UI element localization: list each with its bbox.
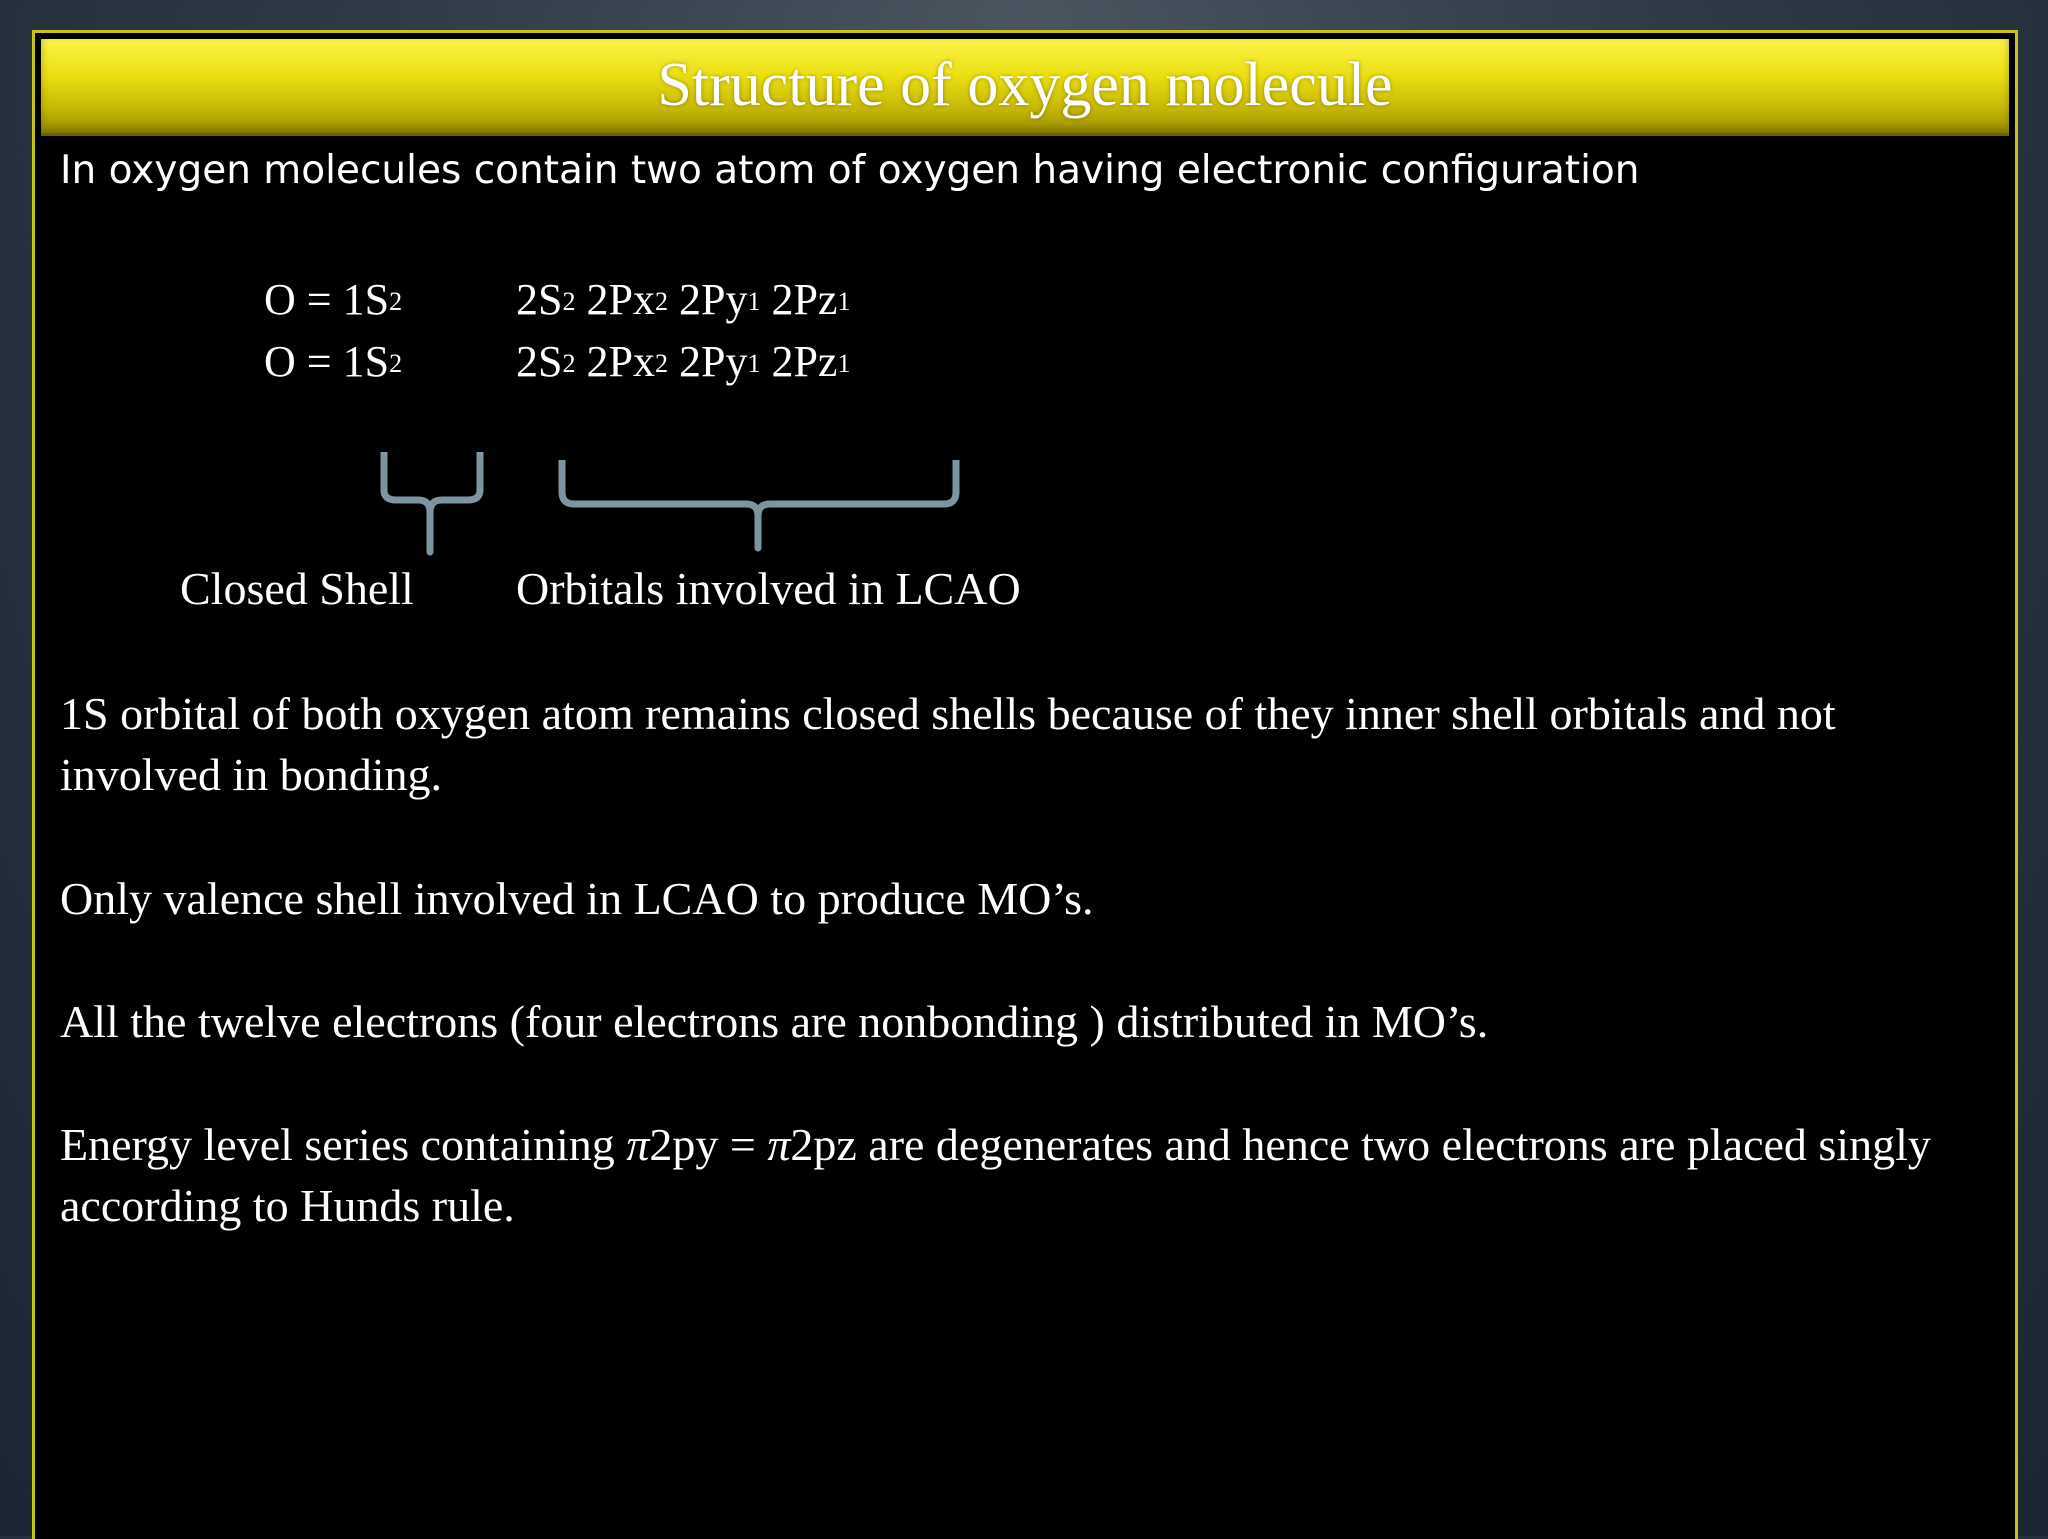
p4-before: Energy level series containing: [60, 1119, 627, 1170]
lcao-brace: [562, 460, 956, 548]
slide-title: Structure of oxygen molecule: [657, 51, 1393, 119]
p4-after: 2pz are degenerates and hence two electrons are placed singly according to Hunds rule.: [60, 1119, 1931, 1231]
config-1-term-1: 2S: [516, 275, 563, 324]
paragraph-closed-shells: 1S orbital of both oxygen atom remains closed shells because of they inner shell orbitals and not involved in bonding.: [60, 688, 1836, 800]
lcao-label: Orbitals involved in LCAO: [516, 563, 1021, 614]
config-1-prefix-text: O = 1S: [264, 275, 390, 324]
config-1-term-4: 2Pz: [771, 275, 838, 324]
config-2-term-3: 2Py: [678, 337, 748, 386]
config-2-term-4-sup: 1: [837, 349, 851, 378]
config-1-prefix-sup: 2: [389, 287, 403, 316]
config-1-term-2-sup: 2: [654, 287, 668, 316]
config-1-term-1-sup: 2: [562, 287, 576, 316]
pi-symbol-1: π: [626, 1119, 650, 1170]
paragraph-valence-shell: Only valence shell involved in LCAO to produce MO’s.: [60, 873, 1094, 924]
config-2-term-1-sup: 2: [562, 349, 576, 378]
config-2-term-3-sup: 1: [747, 349, 761, 378]
config-1-term-4-sup: 1: [837, 287, 851, 316]
config-2-term-1: 2S: [516, 337, 563, 386]
closed-shell-brace: [384, 452, 480, 552]
config-1-term-2: 2Px: [586, 275, 655, 324]
config-2-term-4: 2Pz: [771, 337, 838, 386]
config-2-prefix-sup: 2: [389, 349, 403, 378]
p4-mid: 2py =: [649, 1119, 768, 1170]
config-2-prefix-text: O = 1S: [264, 337, 390, 386]
pi-symbol-2: π: [767, 1119, 791, 1170]
config-1-term-3-sup: 1: [747, 287, 761, 316]
config-1-term-3: 2Py: [678, 275, 748, 324]
config-2-term-2-sup: 2: [654, 349, 668, 378]
paragraph-hunds-rule: [60, 1114, 1990, 1236]
intro-text: In oxygen molecules contain two atom of oxygen having electronic configuration: [60, 148, 1640, 193]
paragraph-twelve-electrons: All the twelve electrons (four electrons are nonbonding ) distributed in MO’s.: [60, 996, 1489, 1047]
config-2-term-2: 2Px: [586, 337, 655, 386]
closed-shell-label: Closed Shell: [180, 563, 414, 614]
